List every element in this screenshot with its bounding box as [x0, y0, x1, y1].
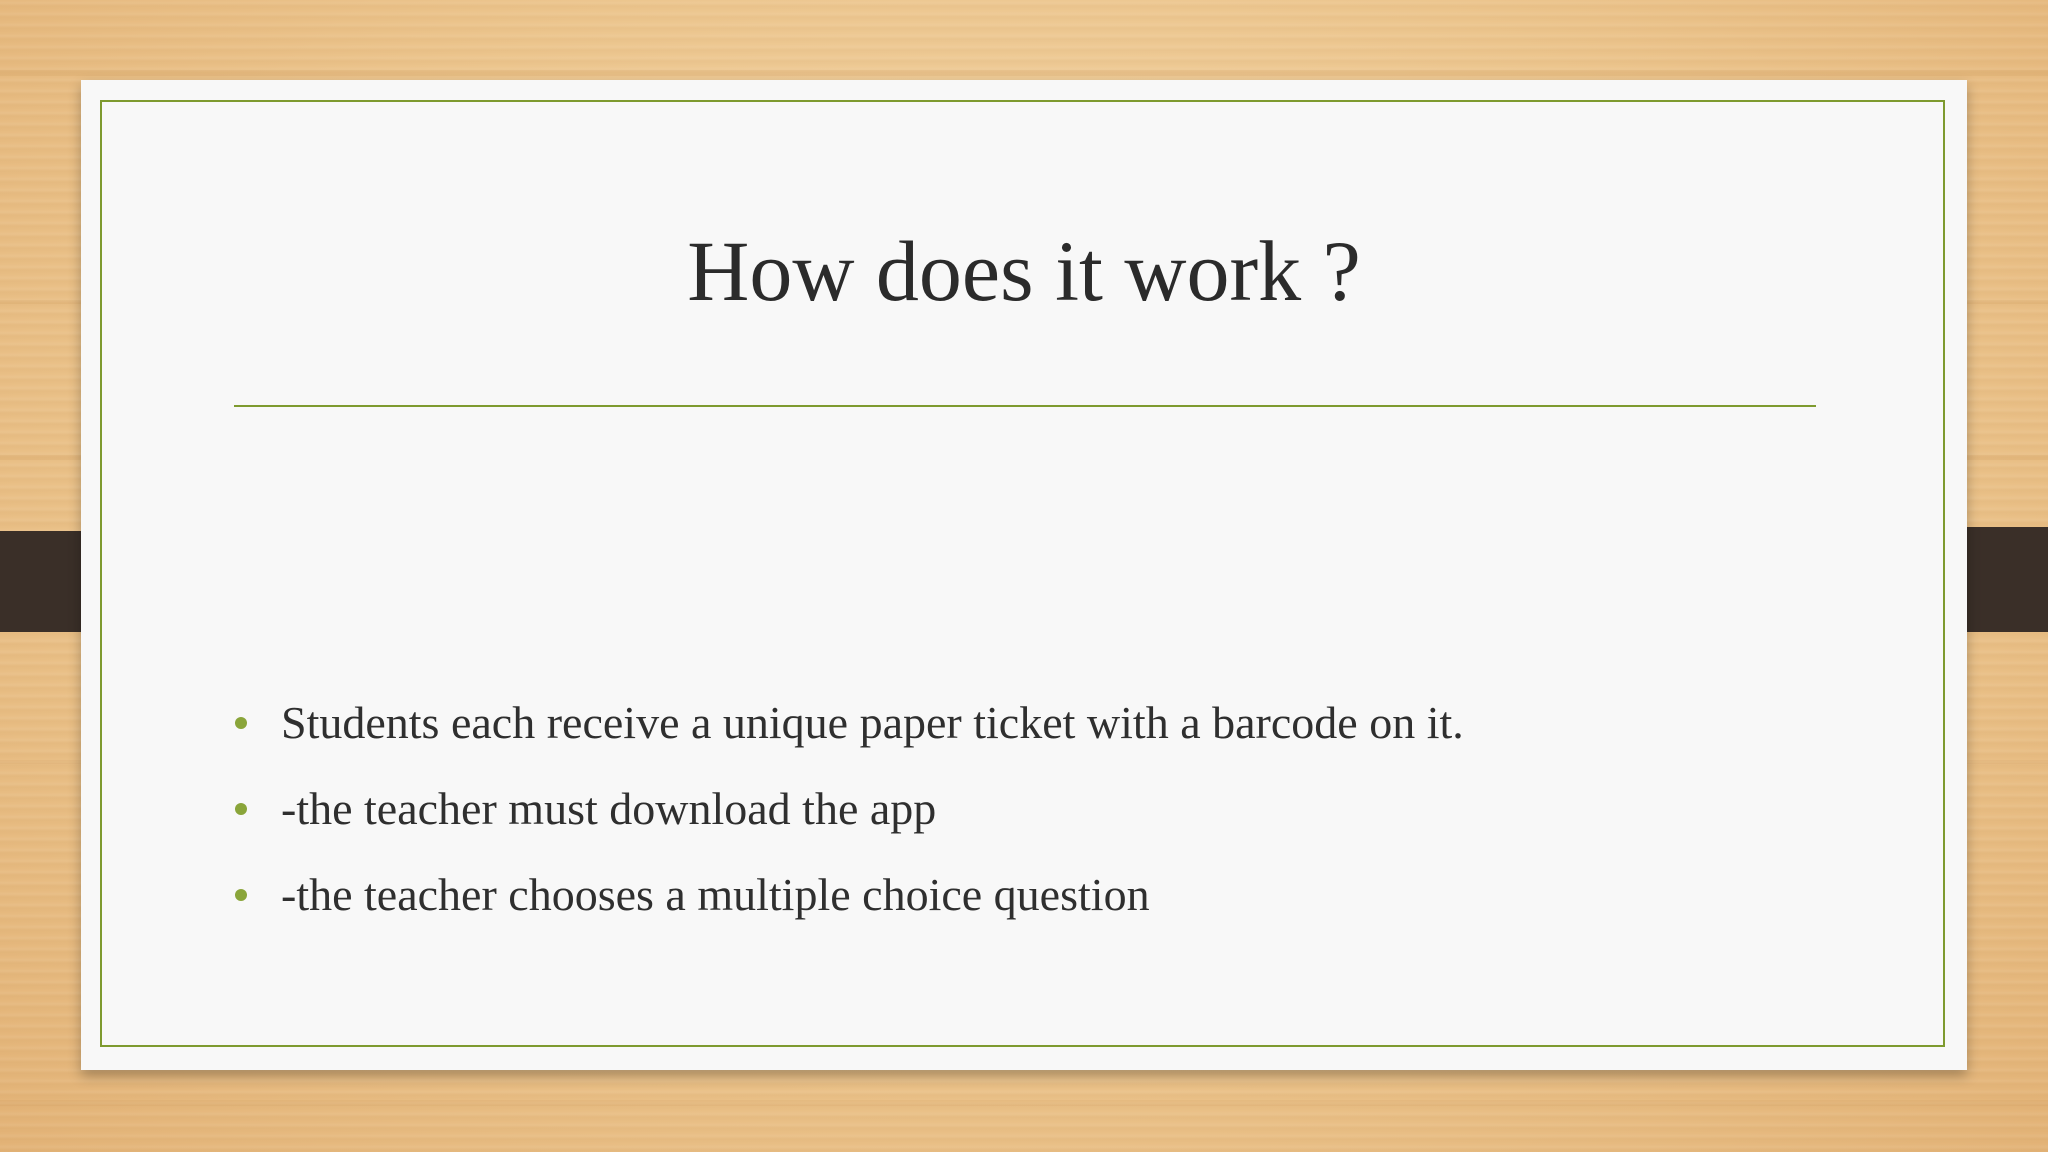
bullet-text: -the teacher chooses a multiple choice question — [281, 869, 1150, 920]
bullet-text: -the teacher must download the app — [281, 783, 937, 834]
bullet-dot-icon — [235, 717, 247, 729]
bullet-dot-icon — [235, 889, 247, 901]
bullet-dot-icon — [235, 803, 247, 815]
wood-grain-streak — [0, 70, 2048, 76]
bullet-text: Students each receive a unique paper ticket with a barcode on it. — [281, 697, 1464, 748]
slide-card — [81, 80, 1967, 1070]
wood-grain-streak — [0, 1100, 2048, 1106]
slide-title: How does it work ? — [687, 223, 1361, 319]
title-divider — [234, 405, 1816, 407]
